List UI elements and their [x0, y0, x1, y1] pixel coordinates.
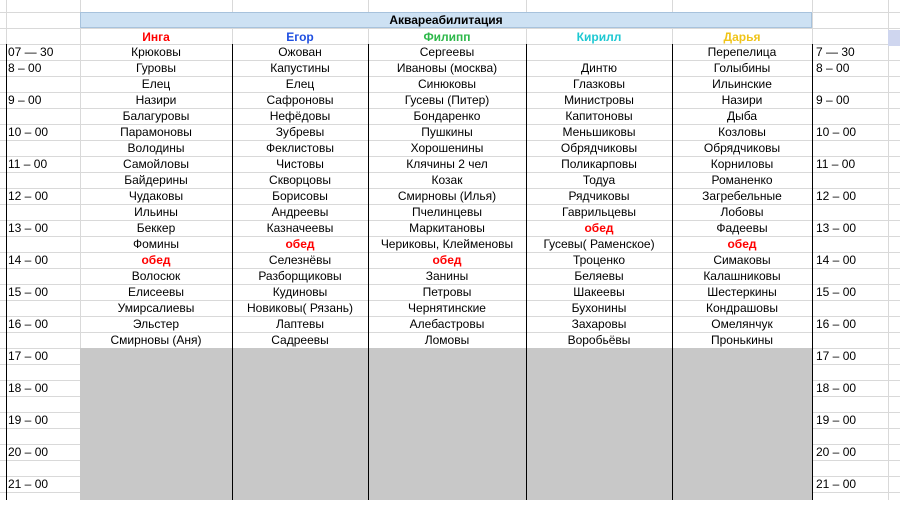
sheet-title[interactable]: Аквареабилитация: [80, 12, 812, 28]
schedule-cell[interactable]: Ильинские: [712, 77, 772, 91]
time-label-right[interactable]: 10 – 00: [816, 125, 857, 139]
time-label-right[interactable]: 19 – 00: [816, 413, 857, 427]
time-label-right[interactable]: 17 – 00: [816, 349, 857, 363]
schedule-cell[interactable]: Козловы: [718, 125, 766, 139]
schedule-cell[interactable]: Назири: [135, 93, 177, 107]
schedule-cell[interactable]: Шакеевы: [573, 285, 625, 299]
schedule-cell[interactable]: Петровы: [422, 285, 472, 299]
schedule-cell[interactable]: Лобовы: [720, 205, 764, 219]
time-label-left[interactable]: [6, 396, 80, 412]
schedule-cell[interactable]: Нефёдовы: [269, 109, 331, 123]
time-label-right[interactable]: 13 – 00: [816, 221, 857, 235]
schedule-cell[interactable]: Володины: [127, 141, 185, 155]
schedule-cell[interactable]: Бондаренко: [413, 109, 481, 123]
schedule-cell[interactable]: Смирновы (Аня): [110, 333, 202, 347]
trainer-header-5[interactable]: Дарья: [723, 30, 761, 44]
time-label-right[interactable]: 15 – 00: [816, 285, 857, 299]
time-label-left[interactable]: [6, 268, 80, 284]
schedule-cell[interactable]: Байдерины: [124, 173, 188, 187]
time-label-right[interactable]: [814, 172, 886, 188]
time-label-right[interactable]: 7 — 30: [816, 45, 855, 59]
time-label-left[interactable]: [6, 76, 80, 92]
time-label-left[interactable]: 20 – 00: [8, 445, 49, 459]
schedule-cell[interactable]: обед: [584, 221, 614, 235]
grid-col-line: [888, 0, 889, 500]
schedule-cell[interactable]: Ожован: [278, 45, 322, 59]
schedule-cell[interactable]: Казначеевы: [266, 221, 334, 235]
schedule-cell[interactable]: Капустины: [270, 61, 330, 75]
time-label-right[interactable]: 8 – 00: [816, 61, 850, 75]
time-label-left[interactable]: 18 – 00: [8, 381, 49, 395]
time-label-right[interactable]: 18 – 00: [816, 381, 857, 395]
schedule-cell[interactable]: Алебастровы: [409, 317, 485, 331]
schedule-cell[interactable]: Хорошенины: [410, 141, 484, 155]
schedule-cell[interactable]: Фадеевы: [716, 221, 768, 235]
time-label-right[interactable]: [814, 76, 886, 92]
time-label-left[interactable]: [6, 236, 80, 252]
time-label-left[interactable]: 16 – 00: [8, 317, 49, 331]
time-label-left[interactable]: 14 – 00: [8, 253, 49, 267]
schedule-cell[interactable]: Пронькины: [710, 333, 774, 347]
schedule-cell[interactable]: Ильины: [134, 205, 178, 219]
schedule-cell[interactable]: Рядчиковы: [568, 189, 630, 203]
schedule-cell[interactable]: Гусевы( Раменское): [543, 237, 655, 251]
schedule-cell[interactable]: Скворцовы: [269, 173, 331, 187]
schedule-cell[interactable]: Маркитановы: [409, 221, 485, 235]
schedule-cell[interactable]: Садреевы: [271, 333, 329, 347]
trainer-header-4[interactable]: Кирилл: [576, 30, 622, 44]
column-separator: [812, 44, 813, 500]
schedule-cell[interactable]: Козак: [431, 173, 463, 187]
schedule-cell[interactable]: Калашниковы: [703, 269, 781, 283]
trainer-header-3[interactable]: Филипп: [423, 30, 471, 44]
schedule-cell[interactable]: Ломовы: [424, 333, 470, 347]
time-label-left[interactable]: 07 — 30: [8, 45, 54, 59]
schedule-cell[interactable]: Чериковы, Клейменовы: [380, 237, 514, 251]
time-label-left[interactable]: [6, 492, 80, 508]
schedule-cell[interactable]: Феклистовы: [266, 141, 334, 155]
time-label-left[interactable]: 8 – 00: [8, 61, 42, 75]
time-label-right[interactable]: 11 – 00: [816, 157, 856, 171]
schedule-cell[interactable]: Борисовы: [272, 189, 328, 203]
schedule-cell[interactable]: обед: [432, 253, 462, 267]
schedule-cell[interactable]: Синюковы: [417, 77, 477, 91]
schedule-cell[interactable]: Загребельные: [702, 189, 782, 203]
schedule-cell[interactable]: Чернятинские: [408, 301, 486, 315]
schedule-cell[interactable]: Назири: [721, 93, 763, 107]
schedule-cell[interactable]: Поликарповы: [561, 157, 637, 171]
time-label-right[interactable]: 20 – 00: [816, 445, 857, 459]
time-label-right[interactable]: 16 – 00: [816, 317, 857, 331]
schedule-cell[interactable]: обед: [727, 237, 757, 251]
time-label-left[interactable]: 10 – 00: [8, 125, 49, 139]
time-label-right[interactable]: [814, 364, 886, 380]
schedule-cell[interactable]: Занины: [425, 269, 469, 283]
time-label-left[interactable]: 15 – 00: [8, 285, 49, 299]
column-separator: [6, 44, 7, 500]
schedule-cell[interactable]: Капитоновы: [565, 109, 633, 123]
schedule-cell[interactable]: Беккер: [136, 221, 176, 235]
schedule-cell[interactable]: Селезнёвы: [268, 253, 332, 267]
selected-cell-edge: [888, 30, 900, 46]
column-separator: [368, 44, 369, 500]
schedule-cell[interactable]: Волосюк: [131, 269, 181, 283]
time-label-left[interactable]: [6, 428, 80, 444]
time-label-left[interactable]: [6, 300, 80, 316]
schedule-cell[interactable]: Обрядчиковы: [560, 141, 638, 155]
time-label-left[interactable]: 13 – 00: [8, 221, 49, 235]
schedule-cell[interactable]: [526, 44, 672, 60]
time-label-left[interactable]: 21 – 00: [8, 477, 49, 491]
time-label-left[interactable]: [6, 364, 80, 380]
time-label-left[interactable]: [6, 140, 80, 156]
schedule-cell[interactable]: Голыбины: [713, 61, 771, 75]
schedule-cell[interactable]: Елисеевы: [127, 285, 185, 299]
schedule-cell[interactable]: Кудиновы: [272, 285, 328, 299]
time-label-right[interactable]: [814, 204, 886, 220]
schedule-cell[interactable]: Пушкины: [421, 125, 473, 139]
schedule-cell[interactable]: Тодуа: [582, 173, 616, 187]
schedule-cell[interactable]: Фомины: [132, 237, 179, 251]
schedule-cell[interactable]: Кондрашовы: [706, 301, 778, 315]
schedule-cell[interactable]: Корниловы: [710, 157, 774, 171]
schedule-cell[interactable]: Чистовы: [276, 157, 324, 171]
time-label-left[interactable]: [6, 460, 80, 476]
time-label-left[interactable]: 19 – 00: [8, 413, 49, 427]
time-label-right[interactable]: [814, 492, 886, 508]
time-label-right[interactable]: [814, 140, 886, 156]
time-label-right[interactable]: [814, 332, 886, 348]
column-separator: [232, 44, 233, 500]
schedule-cell[interactable]: Сергеевы: [419, 45, 475, 59]
time-label-right[interactable]: [814, 396, 886, 412]
schedule-cell[interactable]: Министровы: [564, 93, 634, 107]
gray-fill: [80, 348, 812, 500]
schedule-cell[interactable]: Разборщиковы: [258, 269, 342, 283]
schedule-cell[interactable]: Смирновы (Илья): [397, 189, 497, 203]
schedule-cell[interactable]: Беляевы: [574, 269, 624, 283]
time-label-left[interactable]: [6, 172, 80, 188]
time-label-right[interactable]: 14 – 00: [816, 253, 857, 267]
schedule-cell[interactable]: Романенко: [711, 173, 773, 187]
schedule-cell[interactable]: Дыба: [726, 109, 758, 123]
time-label-left[interactable]: [6, 332, 80, 348]
schedule-cell[interactable]: Парамоновы: [120, 125, 192, 139]
time-label-left[interactable]: 11 – 00: [8, 157, 48, 171]
schedule-cell[interactable]: Захаровы: [571, 317, 627, 331]
time-label-right[interactable]: [814, 300, 886, 316]
schedule-cell[interactable]: Елец: [285, 77, 315, 91]
time-label-right[interactable]: [814, 460, 886, 476]
schedule-cell[interactable]: Омелянчук: [711, 317, 773, 331]
schedule-cell[interactable]: Динтю: [581, 61, 617, 75]
trainer-header-2[interactable]: Егор: [286, 30, 314, 44]
time-label-left[interactable]: 12 – 00: [8, 189, 49, 203]
schedule-cell[interactable]: Пчелинцевы: [412, 205, 482, 219]
schedule-cell[interactable]: Ивановы (москва): [396, 61, 498, 75]
schedule-cell[interactable]: Перепелица: [707, 45, 777, 59]
schedule-cell[interactable]: Воробьёвы: [567, 333, 631, 347]
column-separator: [526, 44, 527, 500]
schedule-cell[interactable]: Гуровы: [136, 61, 176, 75]
time-label-left[interactable]: [6, 204, 80, 220]
column-separator: [672, 44, 673, 500]
schedule-cell[interactable]: Бухонины: [571, 301, 627, 315]
schedule-cell[interactable]: Обрядчиковы: [703, 141, 781, 155]
schedule-cell[interactable]: Гаврильцевы: [562, 205, 636, 219]
schedule-cell[interactable]: Зубревы: [275, 125, 325, 139]
schedule-cell[interactable]: Шестеркины: [707, 285, 777, 299]
trainer-header-1[interactable]: Инга: [142, 30, 170, 44]
schedule-cell[interactable]: Сафроновы: [266, 93, 334, 107]
schedule-cell[interactable]: Новиковы( Рязань): [247, 301, 353, 315]
time-label-right[interactable]: [814, 428, 886, 444]
schedule-cell[interactable]: Глазковы: [573, 77, 625, 91]
schedule-cell[interactable]: Андреевы: [271, 205, 329, 219]
schedule-cell[interactable]: Клячины 2 чел: [406, 157, 488, 171]
time-label-right[interactable]: 12 – 00: [816, 189, 857, 203]
schedule-cell[interactable]: Гусевы (Питер): [404, 93, 490, 107]
time-label-left[interactable]: 17 – 00: [8, 349, 49, 363]
schedule-cell[interactable]: Меньшиковы: [562, 125, 636, 139]
time-label-right[interactable]: [814, 236, 886, 252]
schedule-cell[interactable]: Балагуровы: [122, 109, 190, 123]
schedule-cell[interactable]: Елец: [141, 77, 171, 91]
schedule-cell[interactable]: Симаковы: [713, 253, 771, 267]
schedule-cell[interactable]: Чудаковы: [128, 189, 184, 203]
schedule-cell[interactable]: Самойловы: [123, 157, 189, 171]
time-label-left[interactable]: [6, 108, 80, 124]
schedule-cell[interactable]: Лаптевы: [275, 317, 325, 331]
time-label-right[interactable]: 9 – 00: [816, 93, 850, 107]
schedule-cell[interactable]: Троценко: [572, 253, 626, 267]
schedule-cell[interactable]: обед: [285, 237, 315, 251]
time-label-right[interactable]: 21 – 00: [816, 477, 857, 491]
schedule-cell[interactable]: Крюковы: [131, 45, 181, 59]
schedule-cell[interactable]: обед: [141, 253, 171, 267]
time-label-right[interactable]: [814, 268, 886, 284]
time-label-left[interactable]: 9 – 00: [8, 93, 42, 107]
time-label-right[interactable]: [814, 108, 886, 124]
schedule-cell[interactable]: Эльстер: [132, 317, 180, 331]
schedule-cell[interactable]: Умирсалиевы: [117, 301, 195, 315]
